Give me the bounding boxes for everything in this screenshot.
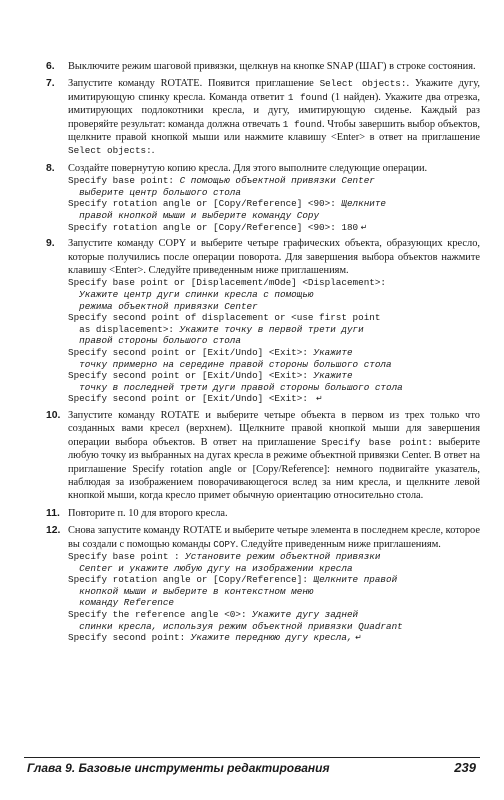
- code-line: [68, 277, 480, 289]
- command-prompt: 1 found: [287, 91, 328, 103]
- code-comment: кнопкой мыши и выберите в контекстном меню: [68, 585, 314, 597]
- code-prompt: as displacement>:: [68, 323, 180, 335]
- code-line: [68, 210, 480, 222]
- code-comment: выберите центр большого стола: [68, 186, 241, 198]
- step-number: 7.: [46, 78, 55, 90]
- code-line: [68, 335, 480, 347]
- code-comment: Укажите переднюю дугу кресла,: [190, 632, 353, 644]
- code-line: [68, 574, 480, 586]
- code-line: [68, 222, 480, 234]
- code-comment: точку в последней трети дуги правой стороны большого стола: [68, 381, 403, 393]
- step-item: [42, 162, 480, 233]
- code-prompt: Specify second point:: [68, 632, 191, 644]
- step-number: 10.: [46, 409, 61, 421]
- step-item: [42, 60, 480, 73]
- code-line: [68, 312, 480, 324]
- enter-key-icon: ↵: [358, 222, 368, 232]
- code-block: [68, 175, 480, 233]
- code-line: [68, 609, 480, 621]
- code-prompt: Specify base point:: [68, 175, 180, 187]
- step-item: [42, 507, 480, 520]
- code-prompt: Specify rotation angle or [Copy/Reference] <90>:: [68, 198, 342, 210]
- step-text: Выключите режим шаговой привязки, щелкнув на кнопке SNAP (ШАГ) в строке состояния.: [68, 61, 476, 72]
- step-text: Запустите команду ROTATE и выберите четыре объекта в первом из трех только что созданных вами кресел (верхнем). Щелкните правой кнопкой мыши для завершения операции выбора объектов. В ответ на приглашение Specify base point: выберите любую точку из выбранных на дугах кресла в режиме объектной привязки Center. В ответ на приглашение Specify rotation angle or [Copy/Reference]: немного подвигайте указатель, наблюдая за изображением поворачивающегося вслед за ним кресла, и щелкните левой кнопкой мыши, когда кресло примет обычную ориентацию относительно стола.: [68, 409, 480, 502]
- code-line: [68, 597, 480, 609]
- code-line: [68, 289, 480, 301]
- code-prompt: Specify base point :: [68, 551, 186, 563]
- code-line: [68, 393, 480, 405]
- code-block: [68, 551, 480, 644]
- code-line: [68, 621, 480, 633]
- step-item: [42, 409, 480, 503]
- code-prompt: Specify second point or [Exit/Undo] <Exit>:: [68, 370, 314, 382]
- step-text: Повторите п. 10 для второго кресла.: [68, 507, 228, 519]
- code-line: [68, 586, 480, 598]
- command-prompt: COPY: [213, 538, 236, 550]
- step-number: 11.: [46, 507, 60, 519]
- text-column: [42, 60, 480, 644]
- command-prompt: Select objects:: [319, 78, 407, 90]
- code-prompt: Specify base point or [Displacement/mOde] <Displacement>:: [68, 277, 387, 289]
- code-comment: Щелкните правой: [313, 574, 398, 586]
- code-comment: Укажите точку в первой трети дуги: [179, 323, 364, 335]
- code-comment: спинки кресла, используя режим объектной привязки Quadrant: [68, 620, 403, 632]
- code-line: [68, 551, 480, 563]
- code-comment: правой стороны большого стола: [68, 335, 241, 347]
- step-text: Создайте повернутую копию кресла. Для этого выполните следующие операции.: [68, 162, 428, 174]
- step-number: 12.: [46, 525, 61, 537]
- command-prompt: Specify base point:: [321, 436, 433, 448]
- code-line: [68, 563, 480, 575]
- code-line: [68, 382, 480, 394]
- step-item: [42, 77, 480, 157]
- step-text: Снова запустите команду ROTATE и выберите четыре элемента в последнем кресле, которое вы создали с помощью команды COPY. Следуйте приведенным ниже приглашениям.: [68, 525, 480, 550]
- code-comment: Щелкните: [341, 198, 387, 210]
- code-line: [68, 187, 480, 199]
- code-input: 180: [341, 221, 359, 233]
- page-footer: [0, 757, 504, 777]
- code-comment: С помощью объектной привязки Center: [179, 175, 375, 187]
- code-comment: Center и укажите любую дугу на изображении кресла: [68, 562, 353, 574]
- code-comment: команду Reference: [68, 597, 175, 609]
- code-prompt: Specify second point or [Exit/Undo] <Exit>:: [68, 393, 314, 405]
- footer-rule: [24, 757, 480, 758]
- code-prompt: Specify the reference angle <0>:: [68, 609, 253, 620]
- step-number: 9.: [46, 238, 55, 250]
- code-comment: Укажите дугу задней: [252, 609, 359, 620]
- enter-key-icon: ↵: [313, 394, 323, 404]
- command-prompt: 1 found: [282, 118, 322, 130]
- command-prompt: Select objects:: [68, 145, 152, 157]
- enter-key-icon: ↵: [352, 633, 362, 643]
- code-comment: Укажите: [313, 370, 353, 382]
- step-text: Запустите команду ROTATE. Появится приглашение Select objects:. Укажите дугу, имитирующую спинку кресла. Команда ответит 1 found (1 найден). Укажите два отрезка, имитирующих подлокотники кресла, и дугу, имитирующую сиденье. Каждый раз проверяйте результат: команда должна отвечать 1 found. Чтобы завершить выбор объектов, щелкните правой кнопкой мыши или нажмите клавишу <Enter> в ответ на приглашение Select objects:.: [68, 78, 480, 157]
- code-line: [68, 359, 480, 371]
- code-line: [68, 198, 480, 210]
- code-comment: Укажите: [313, 347, 353, 358]
- page-number: 239: [454, 760, 476, 775]
- chapter-title: Глава 9. Базовые инструменты редактирования: [27, 761, 330, 775]
- step-text: Запустите команду COPY и выберите четыре графических объекта, образующих кресло, которые получились после операции поворота. Для завершения выбора объектов нажмите клавишу <Enter>. Следуйте приведенным ниже приглашениям.: [68, 238, 480, 277]
- code-comment: правой кнопкой мыши и выберите команду Copy: [68, 210, 320, 222]
- step-item: [42, 524, 480, 644]
- code-line: [68, 175, 480, 187]
- step-number: 6.: [46, 61, 55, 72]
- code-line: [68, 347, 480, 359]
- code-comment: точку примерно на середине правой стороны большого стола: [68, 358, 392, 370]
- code-prompt: Specify rotation angle or [Copy/Reference]:: [68, 574, 314, 586]
- code-line: [68, 632, 480, 644]
- code-line: [68, 370, 480, 382]
- code-line: [68, 301, 480, 313]
- step-number: 8.: [46, 162, 55, 174]
- step-item: [42, 237, 480, 405]
- code-block: [68, 277, 480, 405]
- code-prompt: Specify second point or [Exit/Undo] <Exit>:: [68, 347, 314, 358]
- code-prompt: Specify rotation angle or [Copy/Reference] <90>:: [68, 221, 342, 233]
- code-prompt: Specify second point of displacement or <use first point: [68, 312, 381, 324]
- code-comment: Укажите центр дуги спинки кресла с помощью: [68, 289, 314, 301]
- code-line: [68, 324, 480, 336]
- code-comment: Установите режим объектной привязки: [185, 551, 381, 563]
- code-comment: режима объектной привязки Center: [68, 300, 258, 312]
